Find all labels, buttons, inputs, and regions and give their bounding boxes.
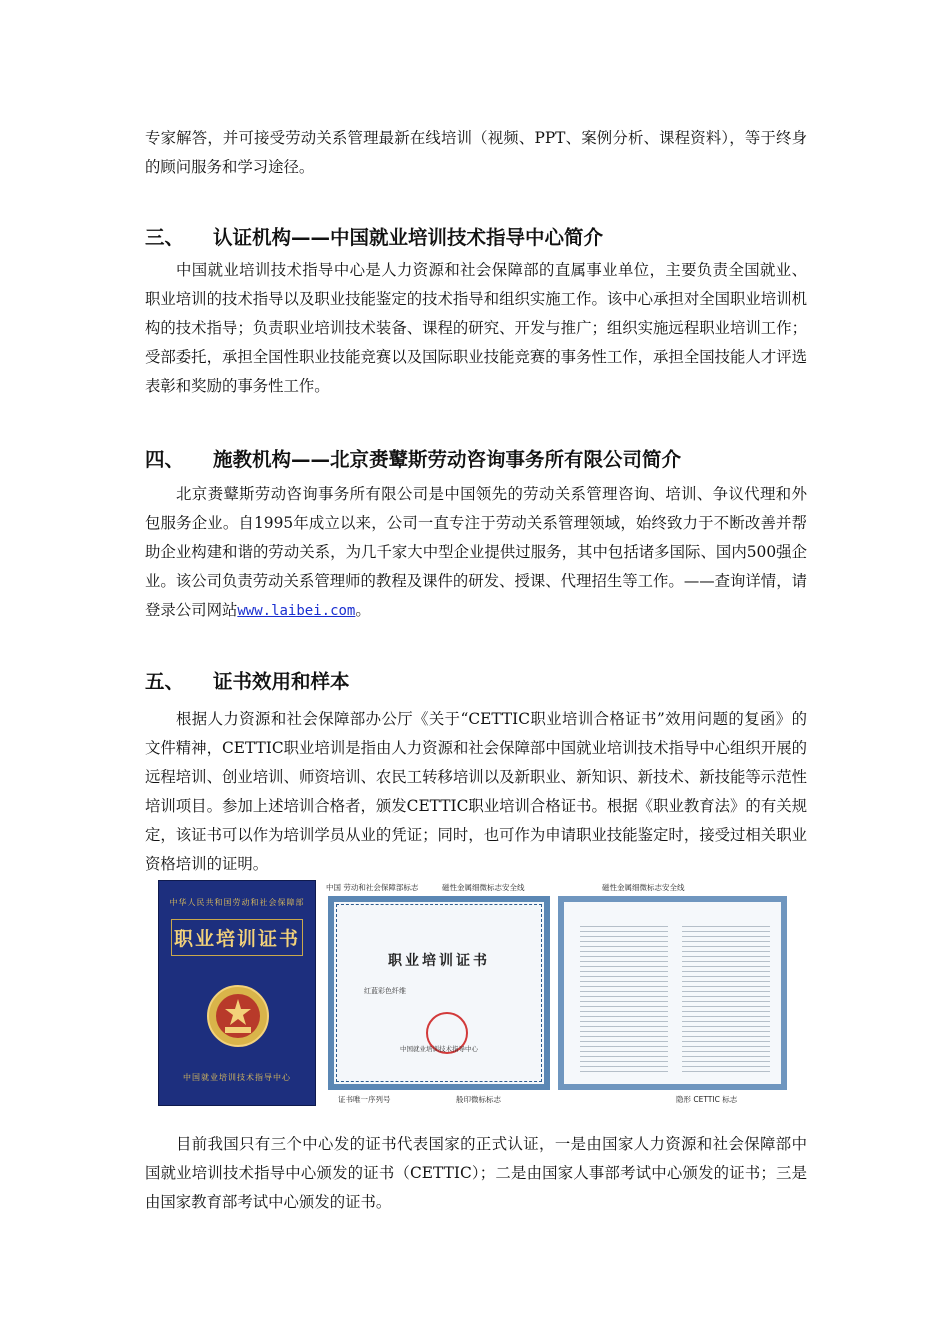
section-heading-3 [145, 222, 603, 250]
section-heading-5 [145, 666, 350, 694]
annotation-serial: 证书唯一序列号 [338, 1095, 391, 1104]
section-number: 四、 [145, 448, 185, 471]
section-number: 五、 [145, 670, 185, 693]
cover-top-text: 中华人民共和国劳动和社会保障部 [169, 898, 305, 907]
sheet-title: 职业培训证书 [388, 953, 490, 969]
section-title: 认证机构——中国就业培训技术指导中心简介 [213, 226, 604, 249]
section-title: 施教机构——北京赉鼙斯劳动咨询事务所有限公司简介 [213, 448, 682, 471]
section-body-5: 根据人力资源和社会保障部办公厅《关于“CETTIC职业培训合格证书”效用问题的复函》的文件精神，CETTIC职业培训是指由人力资源和社会保障部中国就业培训技术指导中心组织开展的远程培训、创业培训、师资培训、农民工转移培训以及新职业、新知识、新技术、新技能等示范性培训项目。参加上述培训合格者，颁发CETTIC职业培训合格证书。根据《职业教育法》的有关规定，该证书可以作为培训学员从业的凭证；同时，也可作为申请职业技能鉴定时，接受过相关职业资格培训的证明。 [145, 710, 807, 873]
cover-bottom-text: 中国就业培训技术指导中心 [183, 1073, 291, 1082]
annotation-thread: 磁性金属细微标志安全线 [442, 883, 525, 892]
section-body-4 [145, 480, 807, 626]
section-body-3: 中国就业培训技术指导中心是人力资源和社会保障部的直属事业单位，主要负责全国就业、职业培训的技术指导以及职业技能鉴定的技术指导和组织实施工作。该中心承担对全国职业培训机构的技术指导；负责职业培训技术装备、课程的研究、开发与推广；组织实施远程职业培训工作；受部委托，承担全国性职业技能竞赛以及国际职业技能竞赛的事务性工作，承担全国技能人才评选表彰和奖励的事务性工作。 [145, 261, 807, 395]
closing-paragraph: 目前我国只有三个中心发的证书代表国家的正式认证，一是由国家人力资源和社会保障部中国就业培训技术指导中心颁发的证书（CETTIC）；二是由国家人事部考试中心颁发的证书；三是由国家教育部考试中心颁发的证书。 [145, 1135, 807, 1211]
annotation-hidden-mark: 隐形 CETTIC 标志 [676, 1095, 738, 1104]
section-number: 三、 [145, 226, 185, 249]
annotation-logo: 中国 劳动和社会保障部标志 [326, 883, 419, 892]
section-body-text: 北京赉鼙斯劳动咨询事务所有限公司是中国领先的劳动关系管理咨询、培训、争议代理和外包服务企业。自1995年成立以来，公司一直专注于劳动关系管理领域，始终致力于不断改善并帮助企业构建和谐的劳动关系，为几千家大中型企业提供过服务，其中包括诸多国际、国内500强企业。该公司负责劳动关系管理师的教程及课件的研发、授课、代理招生等工作。——查询详情，请登录公司网站 [145, 485, 807, 619]
annotation-thread-back: 磁性金属细微标志安全线 [602, 883, 685, 892]
back-text-column [682, 922, 770, 1072]
body-tail: 。 [355, 601, 371, 619]
intro-paragraph: 专家解答，并可接受劳动关系管理最新在线培训（视频、PPT、案例分析、课程资料），等于终身的顾问服务和学习途径。 [145, 129, 807, 176]
certificate-cover [158, 880, 316, 1106]
cover-title: 职业培训证书 [171, 919, 303, 956]
certificate-sheet [328, 896, 550, 1090]
company-website-link[interactable]: www.laibei.com [237, 603, 356, 619]
sheet-org: 中国就业培训技术指导中心 [400, 1045, 478, 1053]
national-emblem-icon [203, 981, 273, 1051]
certificate-back [554, 880, 791, 1106]
section-heading-4 [145, 444, 681, 472]
back-text-column [580, 922, 668, 1072]
certificate-back-sheet [558, 896, 787, 1090]
section-title: 证书效用和样本 [213, 670, 350, 693]
annotation-micro: 般印微标标志 [456, 1095, 501, 1104]
sheet-fiber-label: 红蓝彩色纤维 [364, 987, 406, 995]
certificate-sample-figure [158, 880, 791, 1106]
certificate-front [324, 880, 554, 1106]
